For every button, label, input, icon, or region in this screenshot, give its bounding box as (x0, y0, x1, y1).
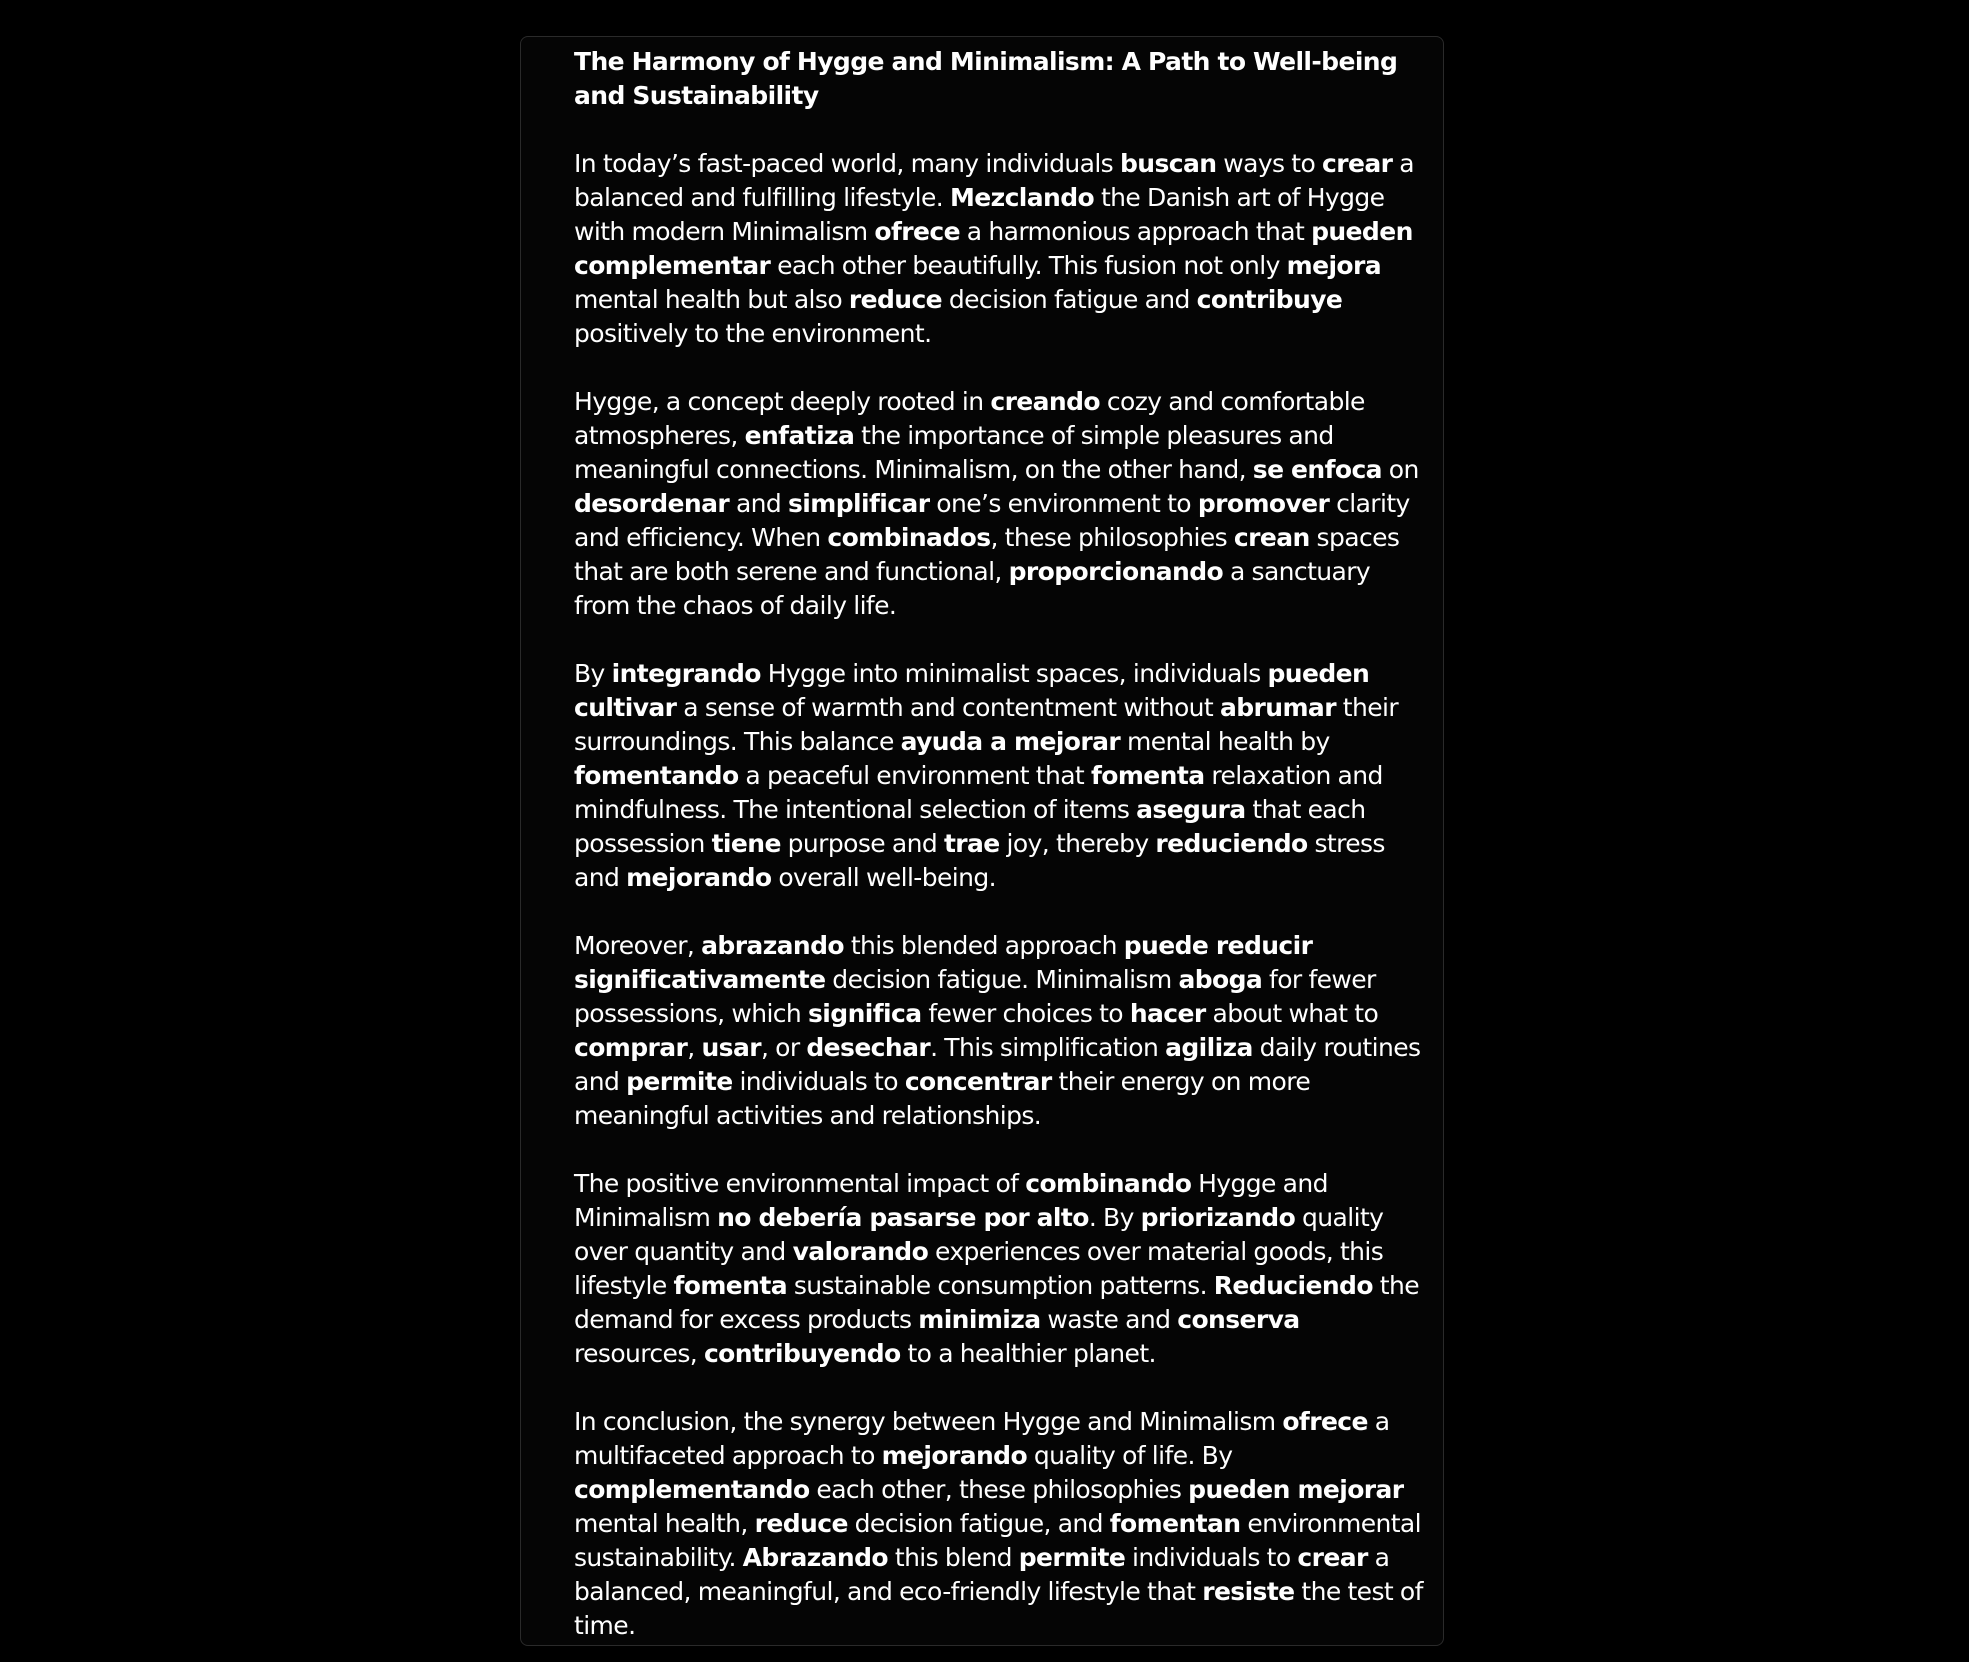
text-run: spaces that are both serene and functional, (574, 523, 1400, 586)
text-run: clarity and efficiency. When (574, 489, 1410, 552)
bold-term: pueden cultivar (574, 659, 1370, 722)
document-card (520, 36, 1444, 1646)
bold-term: aboga (1178, 965, 1263, 994)
text-run: a sense of warmth and contentment without (676, 693, 1220, 722)
bold-term: Mezclando (949, 183, 1095, 212)
bold-term: significa (808, 999, 922, 1028)
text-run: individuals to (1125, 1543, 1298, 1572)
bold-term: proporcionando (1008, 557, 1224, 586)
text-run: fewer choices to (921, 999, 1130, 1028)
bold-term: promover (1197, 489, 1330, 518)
text-run: a balanced, meaningful, and eco-friendly lifestyle that (574, 1543, 1390, 1606)
bold-term: mejorando (626, 863, 772, 892)
bold-term: fomentando (574, 761, 739, 790)
bold-term: buscan (1119, 149, 1217, 178)
paragraph-list (574, 147, 1424, 1643)
text-run: a sanctuary from the chaos of daily life. (574, 557, 1371, 620)
text-run: a multifaceted approach to (574, 1407, 1390, 1470)
text-run: , or (760, 1033, 807, 1062)
text-run: daily routines and (574, 1033, 1421, 1096)
text-run: ways to (1216, 149, 1323, 178)
text-run: waste and (1040, 1305, 1178, 1334)
bold-term: agiliza (1165, 1033, 1253, 1062)
bold-term: asegura (1136, 795, 1246, 824)
bold-term: mejora (1286, 251, 1381, 280)
bold-term: concentrar (904, 1067, 1052, 1096)
text-run: relaxation and mindfulness. The intentional selection of items (574, 761, 1383, 824)
text-run: mental health, (574, 1509, 755, 1538)
text-run: . This simplification (930, 1033, 1166, 1062)
paragraph-6 (574, 1405, 1424, 1643)
text-run: mental health but also (574, 285, 849, 314)
bold-term: reduce (848, 285, 943, 314)
text-run: this blend (888, 1543, 1019, 1572)
bold-term: integrando (611, 659, 761, 688)
text-run: decision fatigue, and (847, 1509, 1110, 1538)
paragraph-1 (574, 147, 1424, 351)
text-run: decision fatigue and (942, 285, 1197, 314)
bold-term: crear (1297, 1543, 1368, 1572)
bold-term: comprar (574, 1033, 688, 1062)
paragraph-5 (574, 1167, 1424, 1371)
bold-term: simplificar (788, 489, 930, 518)
bold-term: pueden complementar (574, 217, 1413, 280)
bold-term: enfatiza (744, 421, 855, 450)
text-run: joy, thereby (999, 829, 1156, 858)
text-run: the Danish art of Hygge with modern Minimalism (574, 183, 1385, 246)
bold-term: minimiza (918, 1305, 1041, 1334)
text-run: this blended approach (843, 931, 1124, 960)
bold-term: fomentan (1109, 1509, 1241, 1538)
text-run: Hygge and Minimalism (574, 1169, 1328, 1232)
bold-term: crear (1322, 149, 1393, 178)
bold-term: abrazando (701, 931, 844, 960)
text-run: cozy and comfortable atmospheres, (574, 387, 1365, 450)
bold-term: hacer (1129, 999, 1206, 1028)
paragraph-4 (574, 929, 1424, 1133)
bold-term: contribuye (1196, 285, 1343, 314)
bold-term: no debería pasarse por alto (717, 1203, 1089, 1232)
bold-term: valorando (792, 1237, 929, 1266)
bold-term: reduciendo (1155, 829, 1308, 858)
paragraph-3 (574, 657, 1424, 895)
text-run: stress and (574, 829, 1385, 892)
text-run: positively to the environment. (574, 319, 932, 348)
text-run: the demand for excess products (574, 1271, 1419, 1334)
bold-term: Abrazando (742, 1543, 889, 1572)
text-run: , (687, 1033, 702, 1062)
text-run: decision fatigue. Minimalism (825, 965, 1179, 994)
bold-term: reduce (754, 1509, 848, 1538)
bold-term: combinando (1025, 1169, 1192, 1198)
text-run: mental health by (1120, 727, 1330, 756)
bold-term: creando (990, 387, 1101, 416)
text-run: By (574, 659, 612, 688)
bold-term: usar (701, 1033, 761, 1062)
text-run: about what to (1205, 999, 1379, 1028)
text-run: on (1381, 455, 1419, 484)
text-run: their surroundings. This balance (574, 693, 1399, 756)
bold-term: contribuyendo (703, 1339, 901, 1368)
bold-term: fomenta (1090, 761, 1205, 790)
text-run: a balanced and fulfilling lifestyle. (574, 149, 1414, 212)
bold-term: Reduciendo (1213, 1271, 1373, 1300)
text-run: and (729, 489, 789, 518)
text-run: In today’s fast-paced world, many individuals (574, 149, 1120, 178)
text-run: resources, (574, 1339, 704, 1368)
text-run: each other, these philosophies (809, 1475, 1189, 1504)
text-run: the test of time. (574, 1577, 1423, 1640)
bold-term: permite (1018, 1543, 1126, 1572)
bold-term: se enfoca (1252, 455, 1382, 484)
bold-term: ofrece (1282, 1407, 1368, 1436)
text-run: for fewer possessions, which (574, 965, 1376, 1028)
bold-term: complementando (574, 1475, 810, 1504)
bold-term: desechar (806, 1033, 931, 1062)
text-run: a harmonious approach that (959, 217, 1312, 246)
text-run: the importance of simple pleasures and meaningful connections. Minimalism, on the other hand, (574, 421, 1334, 484)
text-run: Hygge into minimalist spaces, individuals (760, 659, 1268, 688)
bold-term: ofrece (874, 217, 960, 246)
paragraph-2 (574, 385, 1424, 623)
text-run: quality over quantity and (574, 1203, 1384, 1266)
text-run: experiences over material goods, this lifestyle (574, 1237, 1384, 1300)
text-run: environmental sustainability. (574, 1509, 1421, 1572)
text-run: In conclusion, the synergy between Hygge and Minimalism (574, 1407, 1283, 1436)
bold-term: combinados (827, 523, 991, 552)
text-run: a peaceful environment that (738, 761, 1091, 790)
text-run: to a healthier planet. (900, 1339, 1156, 1368)
bold-term: crean (1233, 523, 1310, 552)
text-run: , these philosophies (990, 523, 1234, 552)
bold-term: priorizando (1140, 1203, 1296, 1232)
bold-term: conserva (1177, 1305, 1300, 1334)
text-run: . By (1088, 1203, 1141, 1232)
text-run: Moreover, (574, 931, 702, 960)
text-run: quality of life. By (1027, 1441, 1233, 1470)
text-run: individuals to (732, 1067, 905, 1096)
bold-term: tiene (711, 829, 781, 858)
text-run: their energy on more meaningful activities and relationships. (574, 1067, 1311, 1130)
text-run: purpose and (780, 829, 944, 858)
bold-term: ayuda a mejorar (900, 727, 1121, 756)
text-run: The positive environmental impact of (574, 1169, 1026, 1198)
text-run: overall well-being. (771, 863, 996, 892)
bold-term: abrumar (1219, 693, 1336, 722)
text-run: that each possession (574, 795, 1366, 858)
document-title: The Harmony of Hygge and Minimalism: A Path to Well-being and Sustainability (574, 47, 1398, 110)
bold-term: puede reducir significativamente (574, 931, 1313, 994)
bold-term: permite (626, 1067, 733, 1096)
text-run: one’s environment to (929, 489, 1198, 518)
text-run: sustainable consumption patterns. (786, 1271, 1214, 1300)
bold-term: fomenta (673, 1271, 787, 1300)
text-run: each other beautifully. This fusion not only (770, 251, 1287, 280)
bold-term: resiste (1202, 1577, 1295, 1606)
text-run: Hygge, a concept deeply rooted in (574, 387, 991, 416)
bold-term: pueden mejorar (1188, 1475, 1404, 1504)
bold-term: trae (943, 829, 1000, 858)
document-content (574, 45, 1424, 1643)
bold-term: mejorando (881, 1441, 1028, 1470)
bold-term: desordenar (574, 489, 730, 518)
